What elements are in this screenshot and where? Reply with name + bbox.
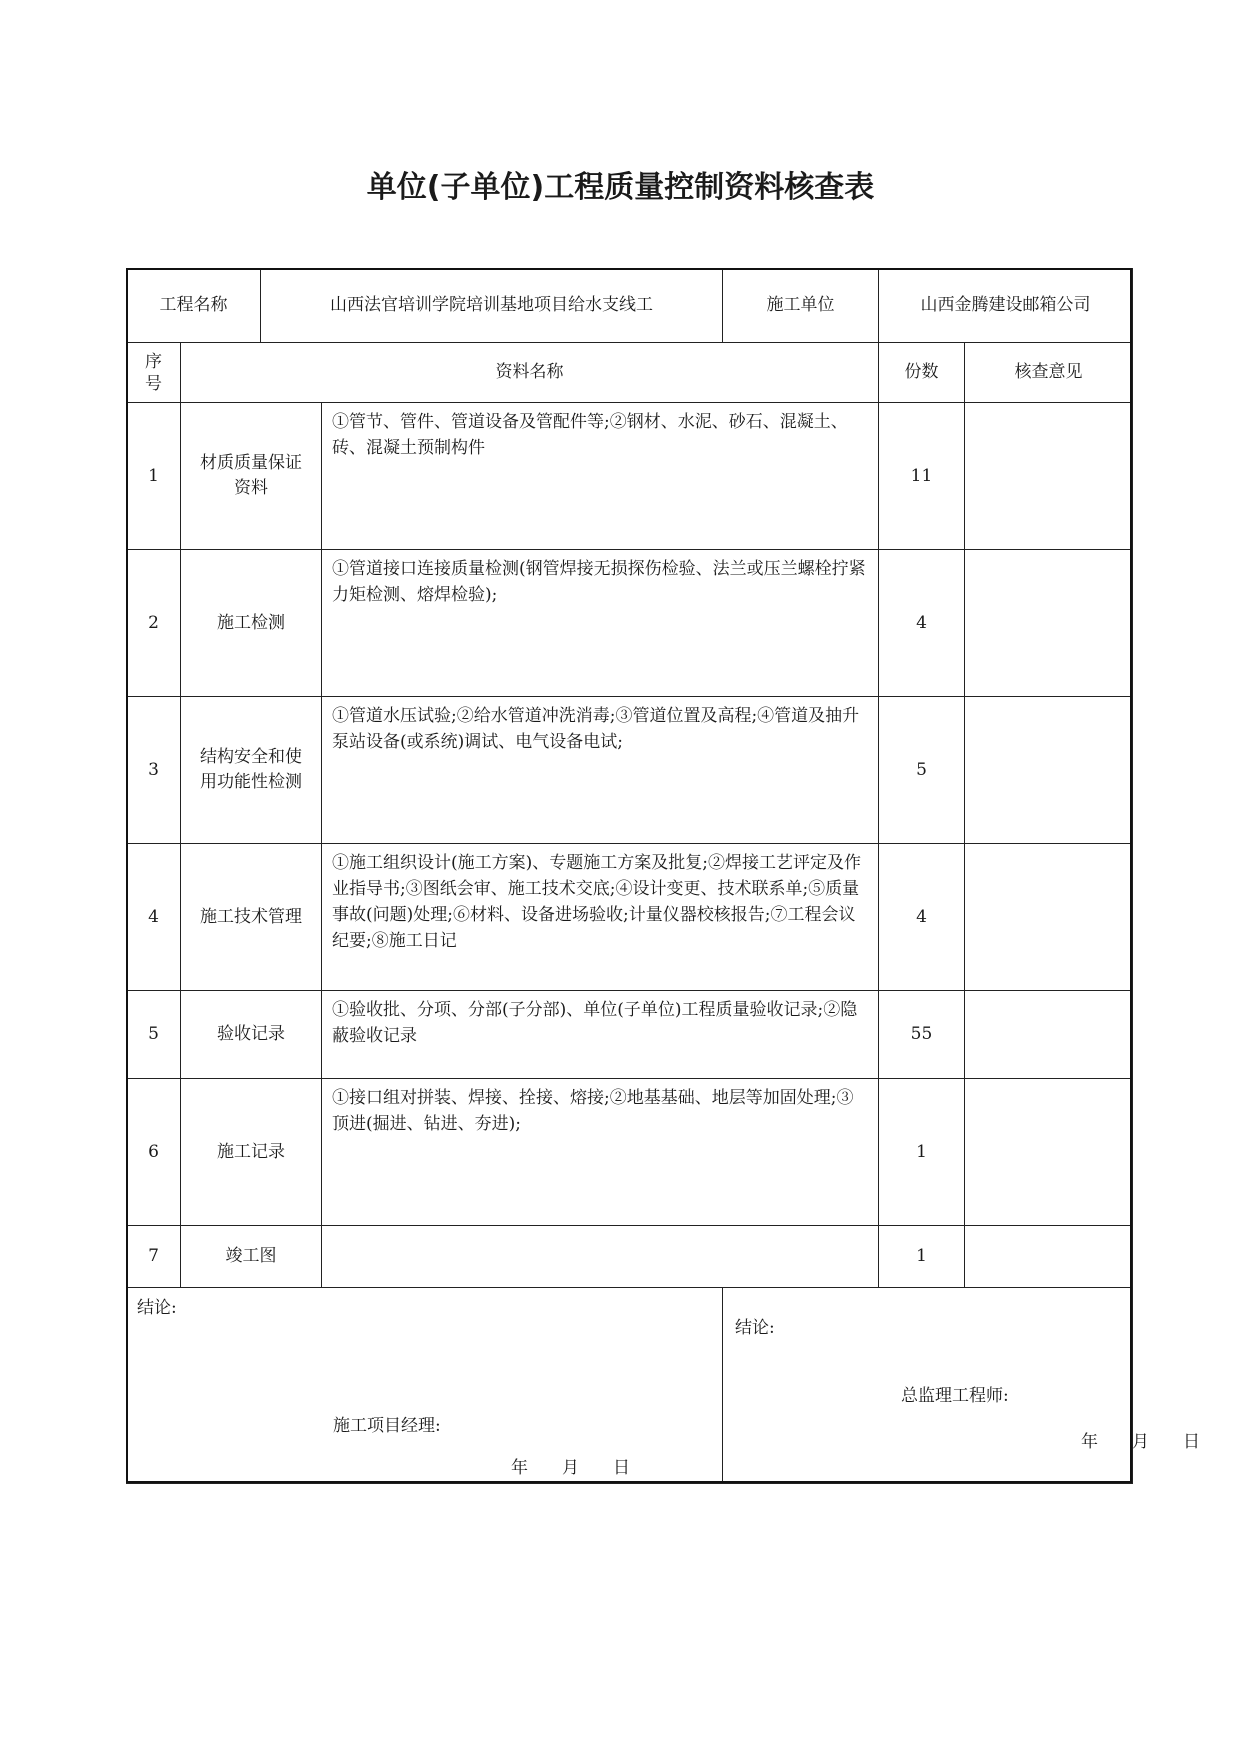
table-row xyxy=(127,550,1133,697)
row-items: ①管道接口连接质量检测(钢管焊接无损探伤检验、法兰或压兰螺栓拧紧力矩检测、熔焊检验); xyxy=(322,550,879,697)
row-opinion xyxy=(965,697,1133,844)
row-items: ①接口组对拼装、焊接、拴接、熔接;②地基基础、地层等加固处理;③顶进(掘进、钻进、夯进); xyxy=(322,1079,879,1226)
row-opinion xyxy=(965,1226,1133,1288)
project-row xyxy=(127,269,1133,343)
row-category: 结构安全和使用功能性检测 xyxy=(181,697,322,844)
project-name-label: 工程名称 xyxy=(127,269,261,343)
row-seq: 3 xyxy=(127,697,181,844)
row-count-value: 1 xyxy=(879,1079,965,1226)
row-items: ①管节、管件、管道设备及管配件等;②钢材、水泥、砂石、混凝土、砖、混凝土预制构件 xyxy=(322,403,879,550)
row-category: 施工技术管理 xyxy=(181,844,322,991)
col-opinion-header: 核查意见 xyxy=(965,343,1133,403)
col-count-header: 份数 xyxy=(879,343,965,403)
table-row xyxy=(127,844,1133,991)
col-name-header: 资料名称 xyxy=(181,343,879,403)
engineer-label: 总监理工程师: xyxy=(901,1386,1009,1406)
row-seq: 1 xyxy=(127,403,181,550)
row-category: 材质质量保证资料 xyxy=(181,403,322,550)
row-opinion xyxy=(965,403,1133,550)
builder-label: 施工单位 xyxy=(723,269,879,343)
col-seq-header: 序号 xyxy=(145,351,162,394)
row-category: 验收记录 xyxy=(181,991,322,1079)
conclusion-right-label: 结论: xyxy=(735,1318,775,1338)
row-items: ①管道水压试验;②给水管道冲洗消毒;③管道位置及高程;④管道及抽升泵站设备(或系统)调试、电气设备电试; xyxy=(322,697,879,844)
conclusion-left xyxy=(127,1288,723,1484)
column-header-row xyxy=(127,343,1133,403)
manager-label: 施工项目经理: xyxy=(333,1416,441,1436)
row-items: ①施工组织设计(施工方案)、专题施工方案及批复;②焊接工艺评定及作业指导书;③图纸会审、施工技术交底;④设计变更、技术联系单;⑤质量事故(问题)处理;⑥材料、设备进场验收;计量仪器校核报告;⑦工程会议纪要;⑧施工日记 xyxy=(322,844,879,991)
row-opinion xyxy=(965,991,1133,1079)
row-opinion xyxy=(965,550,1133,697)
row-category: 竣工图 xyxy=(181,1226,322,1288)
table-row xyxy=(127,1079,1133,1226)
table-row xyxy=(127,991,1133,1079)
row-opinion xyxy=(965,844,1133,991)
conclusion-row xyxy=(127,1288,1133,1484)
conclusion-left-label: 结论: xyxy=(137,1298,177,1318)
row-count-value: 1 xyxy=(879,1226,965,1288)
main-table xyxy=(126,268,1200,1484)
table-row xyxy=(127,403,1133,550)
row-count-value: 4 xyxy=(879,550,965,697)
row-count-value: 55 xyxy=(879,991,965,1079)
row-items: ①验收批、分项、分部(子分部)、单位(子单位)工程质量验收记录;②隐蔽验收记录 xyxy=(322,991,879,1079)
conclusion-right xyxy=(723,1288,1200,1484)
row-count-value: 11 xyxy=(879,403,965,550)
builder-value: 山西金腾建设邮箱公司 xyxy=(879,269,1133,343)
conclusion-right-date: 年 月 日 xyxy=(1081,1432,1200,1452)
row-seq: 6 xyxy=(127,1079,181,1226)
conclusion-left-date: 年 月 日 xyxy=(511,1458,630,1478)
rows-body xyxy=(127,403,1133,1288)
row-category: 施工检测 xyxy=(181,550,322,697)
row-seq: 4 xyxy=(127,844,181,991)
row-seq: 7 xyxy=(127,1226,181,1288)
row-category: 施工记录 xyxy=(181,1079,322,1226)
row-seq: 5 xyxy=(127,991,181,1079)
row-opinion xyxy=(965,1079,1133,1226)
table-row xyxy=(127,1226,1133,1288)
row-seq: 2 xyxy=(127,550,181,697)
page-title: 单位(子单位)工程质量控制资料核查表 xyxy=(366,170,875,205)
row-count-value: 4 xyxy=(879,844,965,991)
table-row xyxy=(127,697,1133,844)
row-items xyxy=(322,1226,879,1288)
project-name-value: 山西法官培训学院培训基地项目给水支线工 xyxy=(261,269,723,343)
row-count-value: 5 xyxy=(879,697,965,844)
